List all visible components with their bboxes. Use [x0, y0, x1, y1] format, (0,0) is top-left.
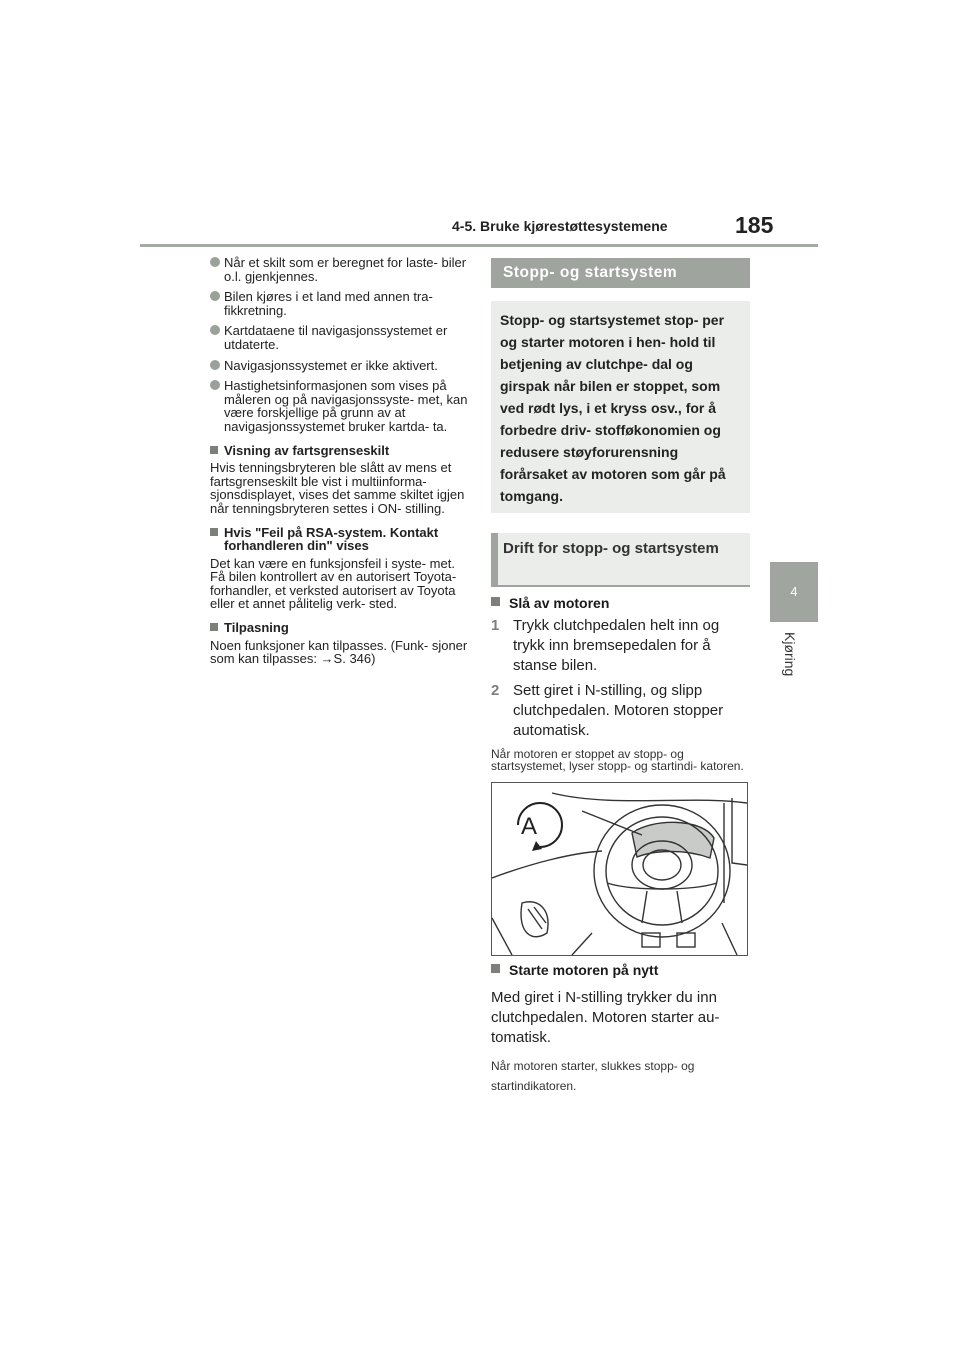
box-title: Stopp- og startsystem: [491, 258, 750, 288]
restart-body: Med giret i N-stilling trykker du inn clutchpedalen. Motoren starter au- tomatisk.: [491, 989, 720, 1046]
restart-engine-heading: Starte motoren på nytt: [491, 962, 750, 978]
bullet-dot-icon: [210, 291, 220, 301]
list-item: [210, 379, 468, 433]
bullet-dot-icon: [210, 325, 220, 335]
list-item: [210, 256, 468, 283]
square-bullet-icon: [210, 623, 218, 631]
section-body-customization: Noen funksjoner kan tilpasses. (Funk- sjoner som kan tilpasses: →S. 346): [210, 637, 468, 667]
subsection-title: Drift for stopp- og startsystem: [491, 533, 750, 587]
list-item: [210, 324, 468, 351]
stop-start-indicator-icon: [518, 803, 562, 851]
page-number: 185: [735, 212, 774, 238]
list-item: [210, 359, 468, 373]
section-heading-customization: Tilpasning: [210, 621, 468, 635]
chapter-number: 4: [790, 584, 798, 599]
figure-label: A: [520, 813, 538, 840]
step-item: [491, 681, 750, 741]
chapter-tab: [770, 562, 818, 622]
stop-engine-heading: Slå av motoren: [491, 595, 750, 611]
step-number: 2: [491, 682, 500, 699]
step-text: Sett giret i N-stilling, og slipp clutchpedalen. Motoren stopper automatisk.: [513, 682, 724, 739]
intro-box: Stopp- og startsystemet stop- per og starter motoren i hen- hold til betjening av clutchpe- dal og girspak når bilen er stoppet, som ved rødt lys, i et kryss osv., for å forbedre driv- stofføkonomien og redusere støyforurensning forårsaket av motoren som går på tomgang.: [491, 301, 750, 513]
bullet-text: Hastighetsinformasjonen som vises på måleren og på navigasjonssyste- met, kan være forskjellige på grunn av at navigasjonssystemet bruker kartda- ta.: [224, 378, 468, 434]
dashboard-illustration: [491, 782, 748, 956]
bullet-text: Når et skilt som er beregnet for laste- biler o.l. gjenkjennes.: [224, 255, 467, 284]
step-text: Trykk clutchpedalen helt inn og trykk inn bremsepedalen for å stanse bilen.: [513, 617, 720, 674]
header-rule: [140, 244, 818, 247]
section-heading-speed-sign: Visning av fartsgrenseskilt: [210, 444, 468, 458]
step-number: 1: [491, 617, 500, 634]
bullet-dot-icon: [210, 257, 220, 267]
right-column: [491, 258, 750, 1096]
list-item: [210, 290, 468, 317]
square-bullet-icon: [210, 528, 218, 536]
stop-note: Når motoren er stoppet av stopp- og startsystemet, lyser stopp- og startindi- katoren.: [491, 747, 744, 773]
bullet-text: Bilen kjøres i et land med annen tra- fikkretning.: [224, 289, 433, 318]
section-body-speed-sign: Hvis tenningsbryteren ble slått av mens et fartsgrenseskilt ble vist i multiinforma- sjonsdisplayet, vises det samme skiltet igjen når tenningsbryteren settes i ON- stilling.: [210, 460, 465, 516]
square-bullet-icon: [210, 446, 218, 454]
section-heading-rsa-error: Hvis "Feil på RSA-system. Kontakt forhandleren din" vises: [210, 526, 468, 553]
square-bullet-icon: [491, 964, 500, 973]
steering-wheel-icon: [492, 783, 747, 955]
section-title: 4-5. Bruke kjørestøttesystemene: [452, 218, 668, 234]
step-item: [491, 616, 750, 676]
square-bullet-icon: [491, 597, 500, 606]
bullet-text: Kartdataene til navigasjonssystemet er utdaterte.: [224, 323, 448, 352]
left-column: [210, 256, 468, 666]
bullet-dot-icon: [210, 360, 220, 370]
bullet-text: Navigasjonssystemet er ikke aktivert.: [224, 357, 438, 373]
section-body-rsa-error: Det kan være en funksjonsfeil i syste- met. Få bilen kontrollert av en autorisert Toyota-forhandler, et verksted autorisert av Toyota eller et annet pålitelig verk- sted.: [210, 555, 457, 612]
bullet-dot-icon: [210, 380, 220, 390]
chapter-label: Kjøring: [782, 632, 798, 677]
restart-note: Når motoren starter, slukkes stopp- og startindikatoren.: [491, 1059, 695, 1093]
